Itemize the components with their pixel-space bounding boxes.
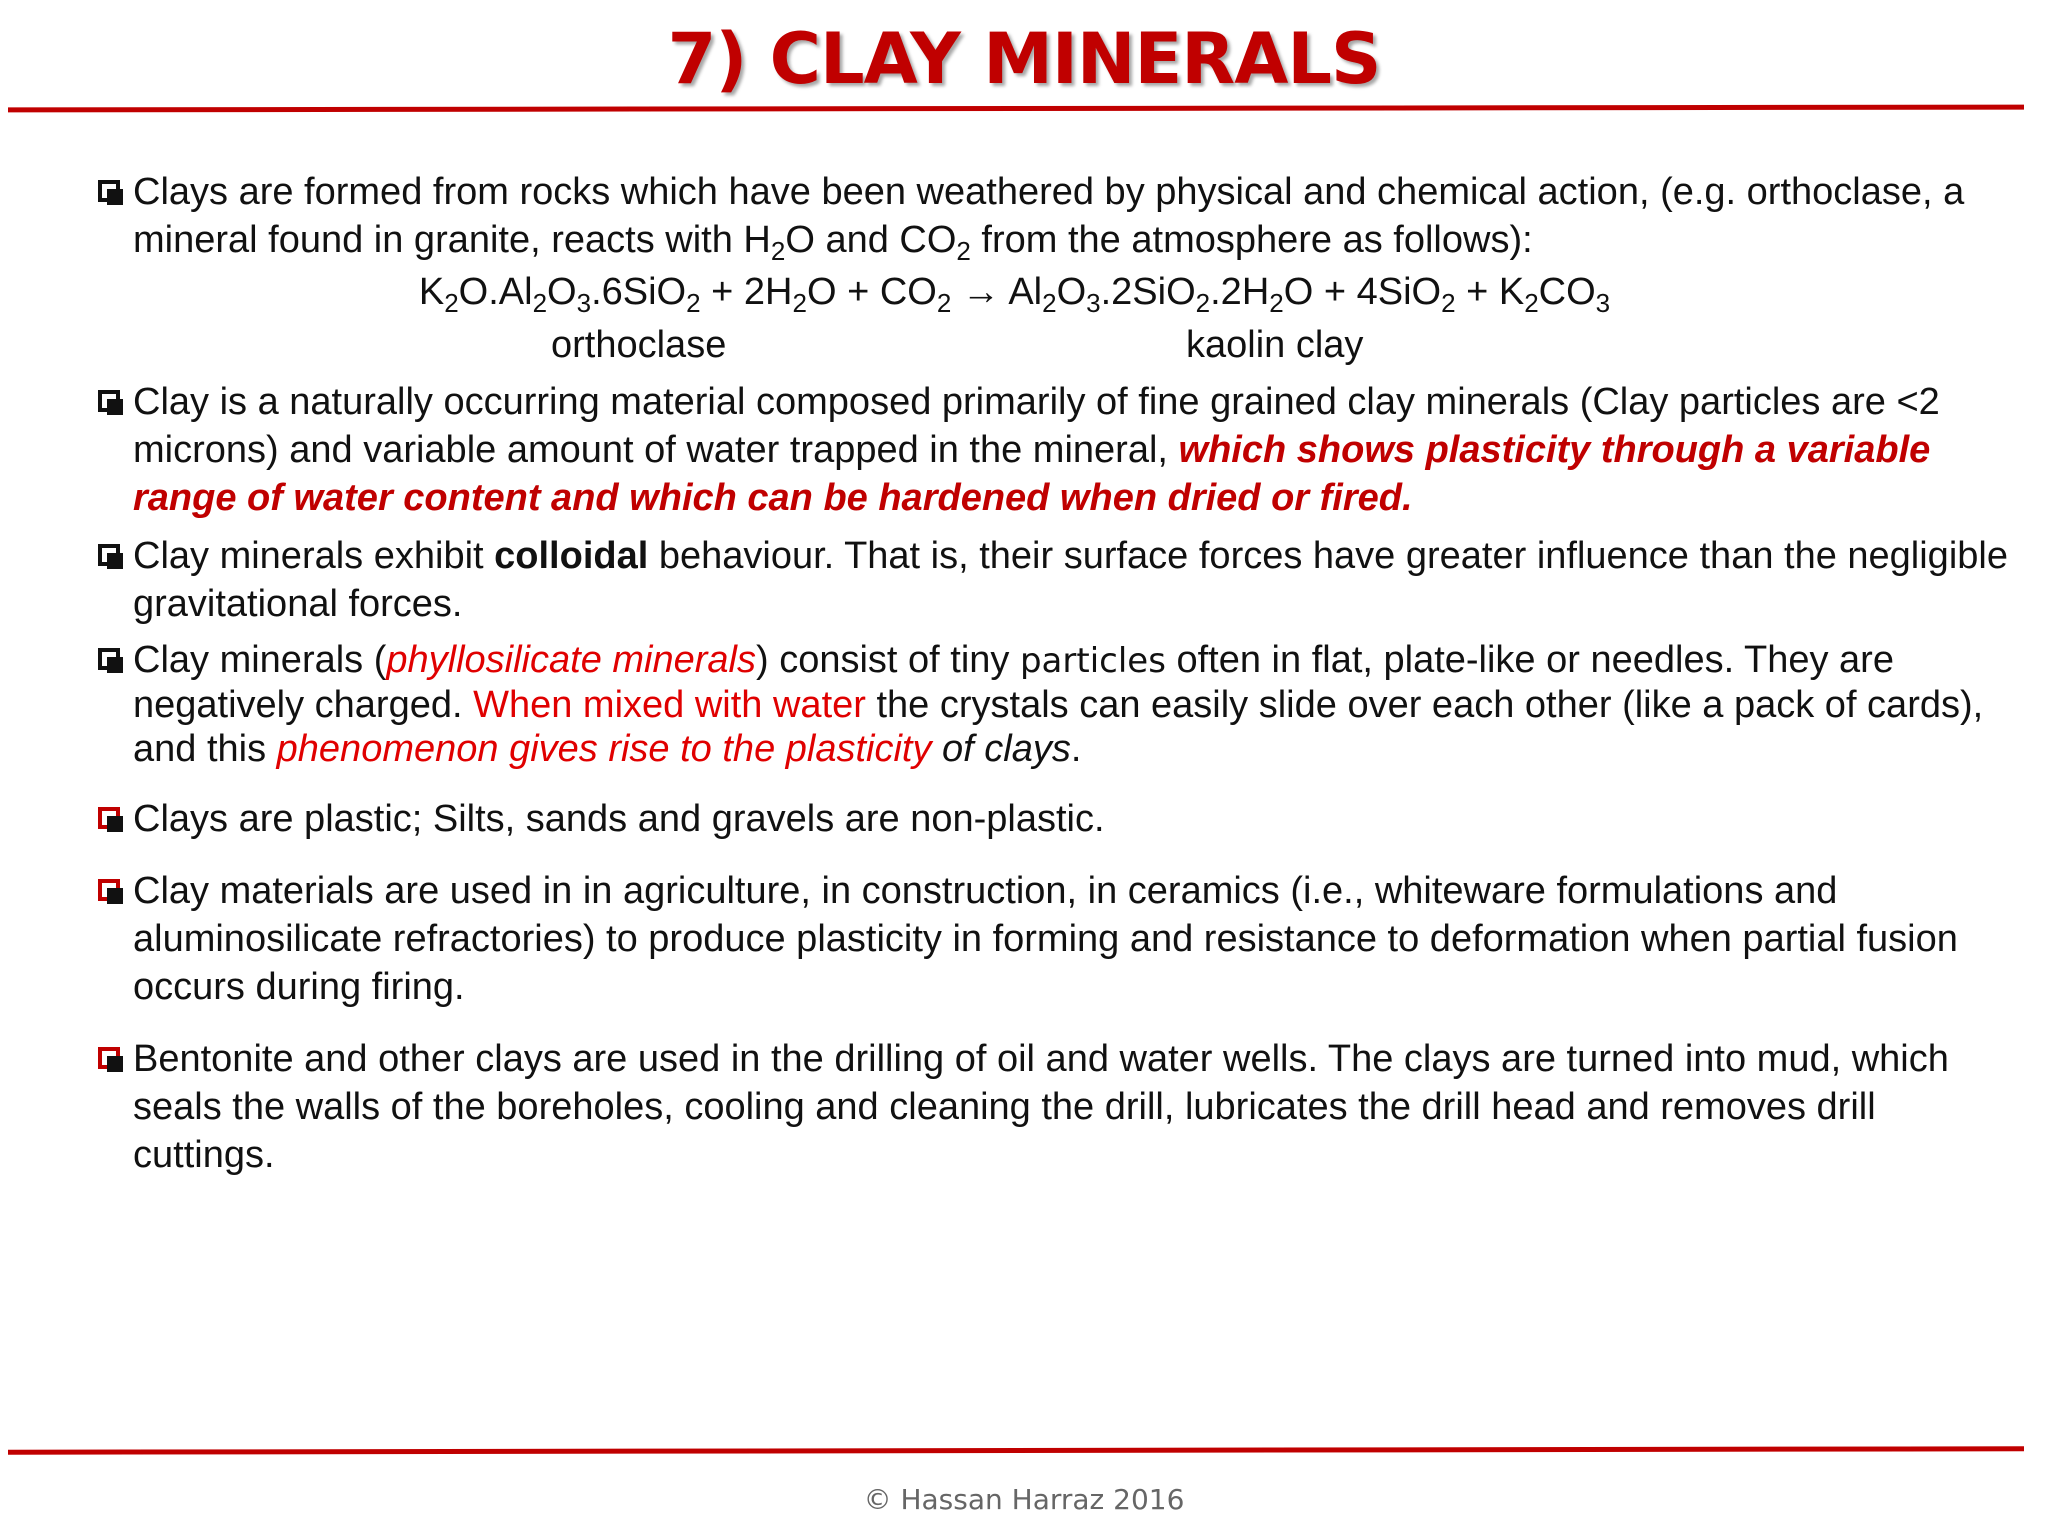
label-orthoclase: orthoclase xyxy=(551,324,727,366)
label-kaolin-clay: kaolin clay xyxy=(1186,324,1364,366)
bullet-uses: Clay materials are used in in agriculture, in construction, in ceramics (i.e., whiteware formulations and aluminosilicate refractories) to produce plasticity in forming and resistance to deformation when partial fusion occurs during firing. xyxy=(96,867,2016,1011)
bullet-plastic: Clays are plastic; Silts, sands and gravels are non-plastic. xyxy=(96,795,2016,843)
checkbox-bullet-icon xyxy=(98,1047,120,1069)
bullet-clay-definition: Clay is a naturally occurring material composed primarily of fine grained clay minerals (Clay particles are <2 microns) and variable amount of water trapped in the mineral, which shows plasticity through a variable range of water content and which can be hardened when dried or fired. xyxy=(96,378,2016,522)
checkbox-bullet-icon xyxy=(98,807,120,829)
bullet-colloidal: Clay minerals exhibit colloidal behaviour. That is, their surface forces have greater influence than the negligible gravitational forces. xyxy=(96,532,2016,628)
top-divider xyxy=(8,105,2024,113)
checkbox-bullet-icon xyxy=(98,180,120,202)
emphasis-text: which shows plasticity through a variable range of water content and which can be hardened when dried or fired. xyxy=(133,429,1931,519)
checkbox-bullet-icon xyxy=(98,544,120,566)
checkbox-bullet-icon xyxy=(98,648,120,670)
checkbox-bullet-icon xyxy=(98,879,120,901)
equation-labels xyxy=(96,320,2016,378)
slide-content xyxy=(96,168,2016,1179)
slide-title: 7) CLAY MINERALS xyxy=(667,18,1381,100)
bullet-phyllosilicate: Clay minerals (phyllosilicate minerals) consist of tiny particles often in flat, plate-like or needles. They are negatively charged. When mixed with water the crystals can easily slide over each other (like a pack of cards), and this phenomenon gives rise to the plasticity of clays. xyxy=(96,638,2016,771)
chemical-equation: $K_2O.Al_2O_3.6SiO_2 + 2H_2O + CO_2 \to Al_2O_3.2SiO_2.2H_2O + 4SiO_2 + K_2CO_3$ xyxy=(418,271,1611,318)
bullet-weathering: Clays are formed from rocks which have been weathered by physical and chemical action, (e.g. orthoclase, a mineral found in granite, reacts with $H_2O$ and $CO_2$ from the atmosphere as follows): xyxy=(96,168,2016,264)
checkbox-bullet-icon xyxy=(98,390,120,412)
copyright-footer: © Hassan Harraz 2016 xyxy=(863,1483,1185,1516)
bottom-divider xyxy=(8,1446,2024,1455)
bullet-bentonite: Bentonite and other clays are used in the drilling of oil and water wells. The clays are turned into mud, which seals the walls of the boreholes, cooling and cleaning the drill, lubricates the drill head and removes drill cuttings. xyxy=(96,1035,2016,1179)
